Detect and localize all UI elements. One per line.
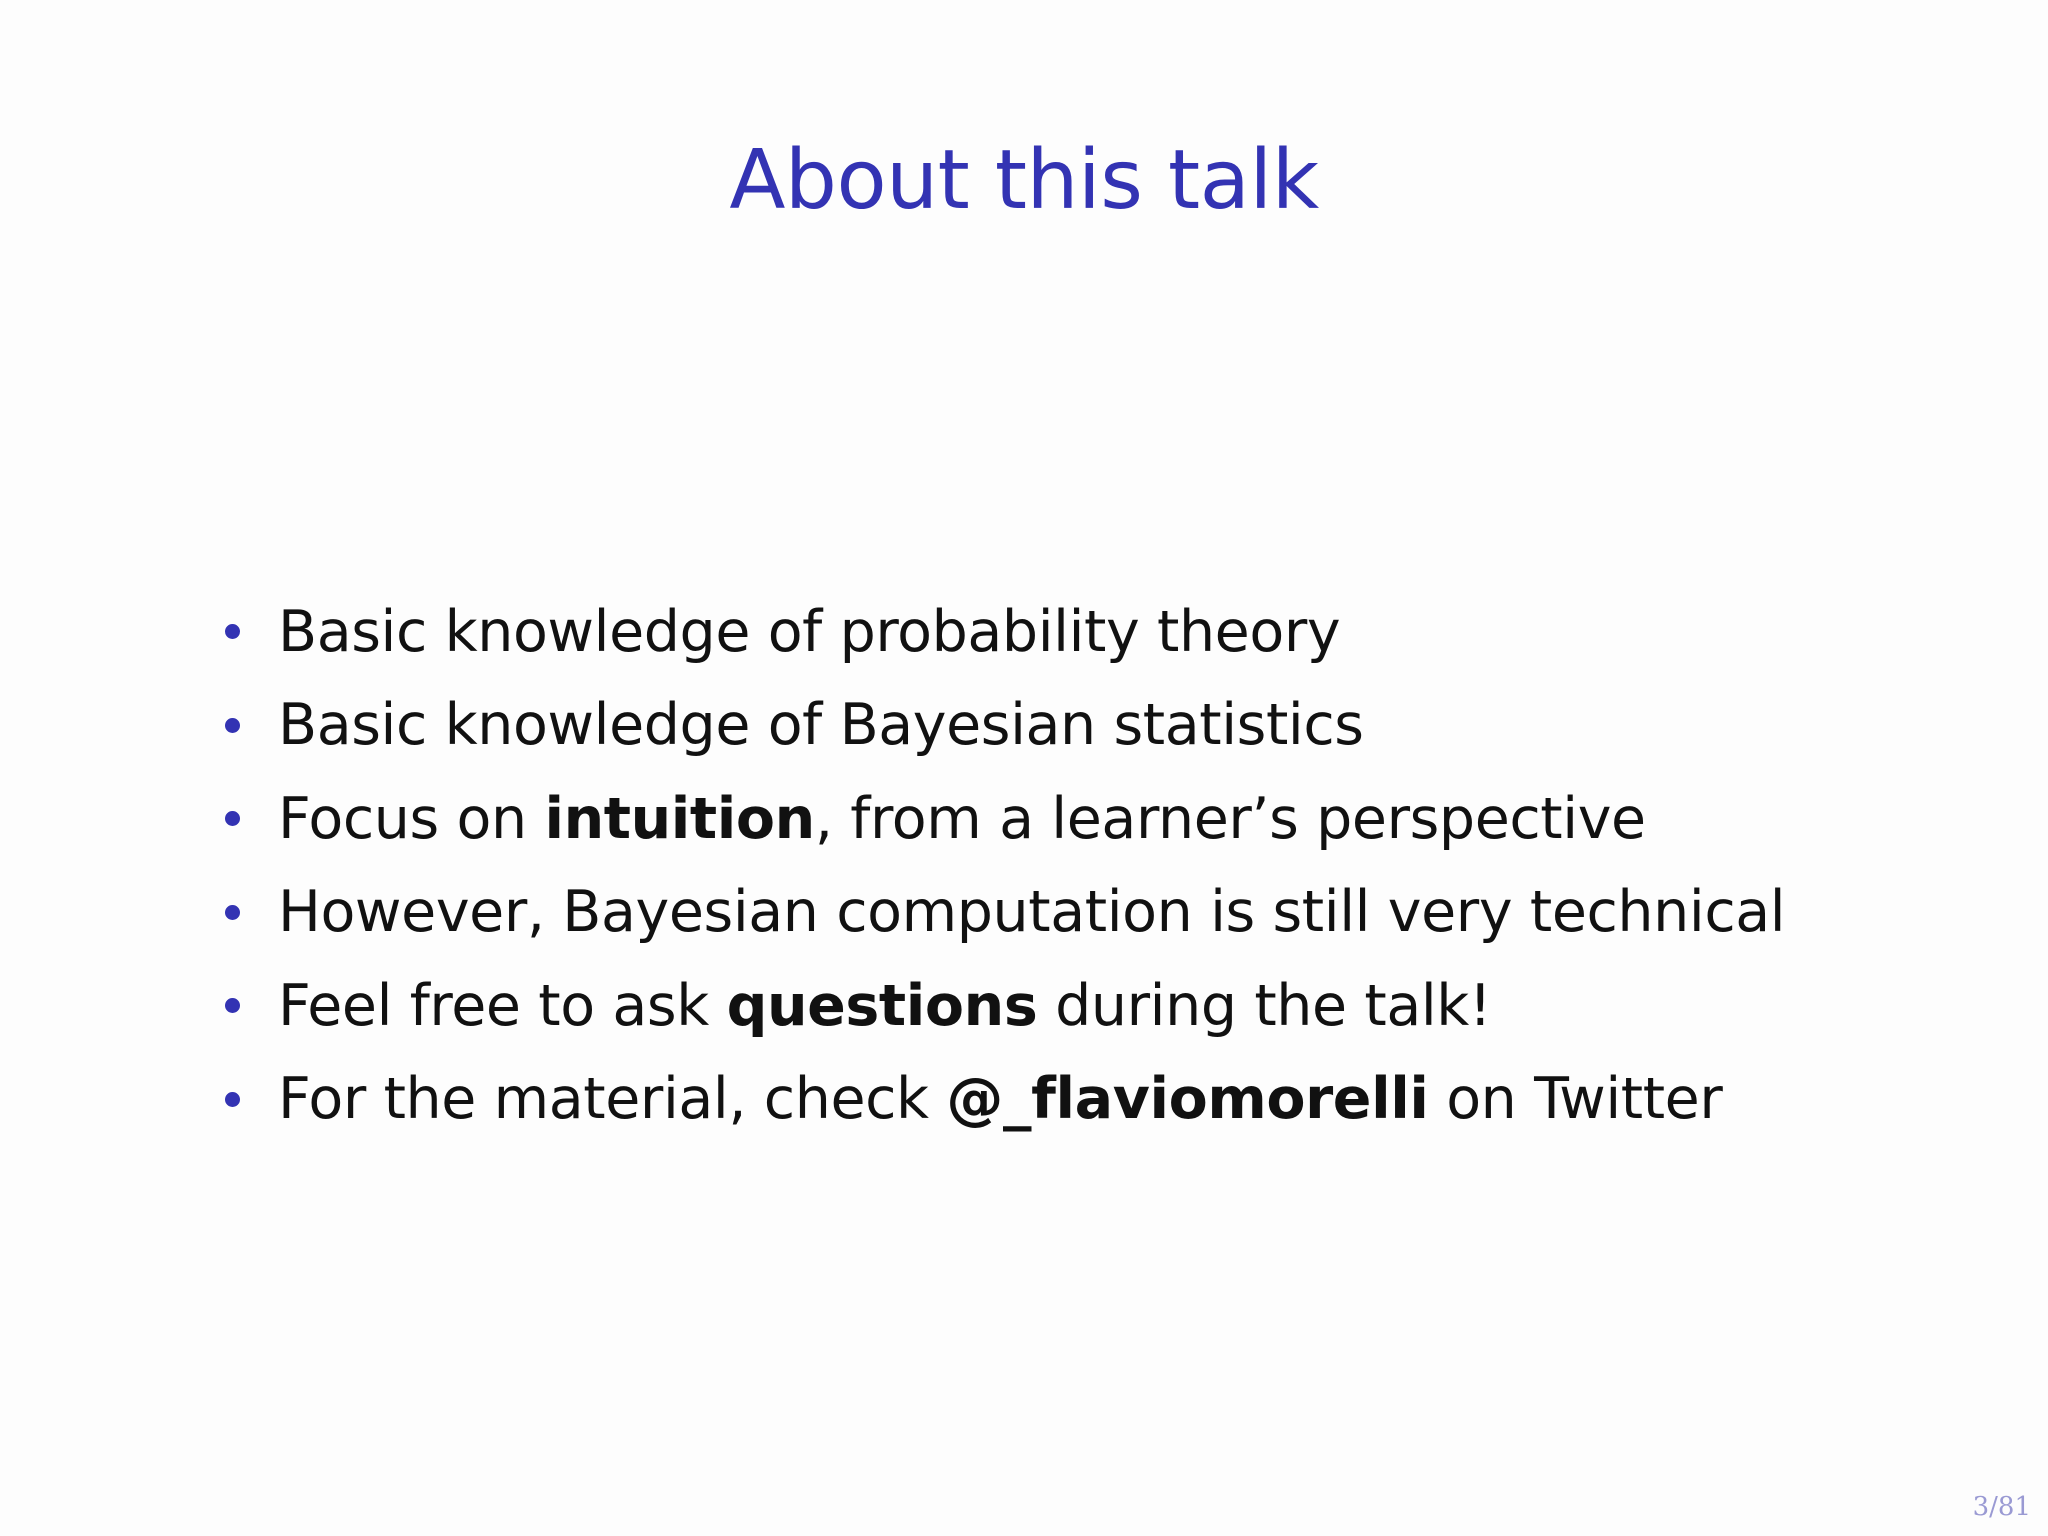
bullet-segment: However, Bayesian computation is still very technical — [278, 879, 1786, 946]
bullet-segment: Basic knowledge of Bayesian statistics — [278, 692, 1364, 759]
bullet-item — [220, 959, 1785, 1053]
bullet-emphasis: questions — [726, 972, 1038, 1039]
bullet-item — [220, 585, 1785, 679]
bullet-text — [278, 973, 1491, 1039]
bullet-icon — [225, 905, 240, 920]
bullet-icon — [225, 718, 240, 733]
bullet-item — [220, 679, 1785, 773]
bullet-item — [220, 866, 1785, 960]
bullet-text — [278, 599, 1340, 665]
bullet-emphasis: intuition — [544, 785, 815, 852]
bullet-item — [220, 1053, 1785, 1147]
bullet-segment: Focus on — [278, 785, 545, 852]
bullet-segment: Basic knowledge of probability theory — [278, 598, 1341, 665]
bullet-segment: during the talk! — [1037, 972, 1492, 1039]
bullet-segment: Feel free to ask — [278, 972, 727, 1039]
bullet-segment: on Twitter — [1428, 1066, 1723, 1133]
bullet-icon — [225, 624, 240, 639]
bullet-icon — [225, 1092, 240, 1107]
page-number: 3/81 — [1972, 1492, 2031, 1522]
bullet-text — [278, 879, 1785, 945]
bullet-list — [220, 585, 1785, 1146]
bullet-icon — [225, 998, 240, 1013]
bullet-text — [278, 1066, 1722, 1132]
bullet-text — [278, 786, 1646, 852]
slide-title: About this talk — [729, 133, 1319, 228]
twitter-handle: @_flaviomorelli — [946, 1066, 1429, 1133]
bullet-icon — [225, 811, 240, 826]
bullet-item — [220, 772, 1785, 866]
bullet-segment: For the material, check — [278, 1066, 947, 1133]
bullet-segment: , from a learner’s perspective — [814, 785, 1646, 852]
bullet-text — [278, 692, 1364, 758]
